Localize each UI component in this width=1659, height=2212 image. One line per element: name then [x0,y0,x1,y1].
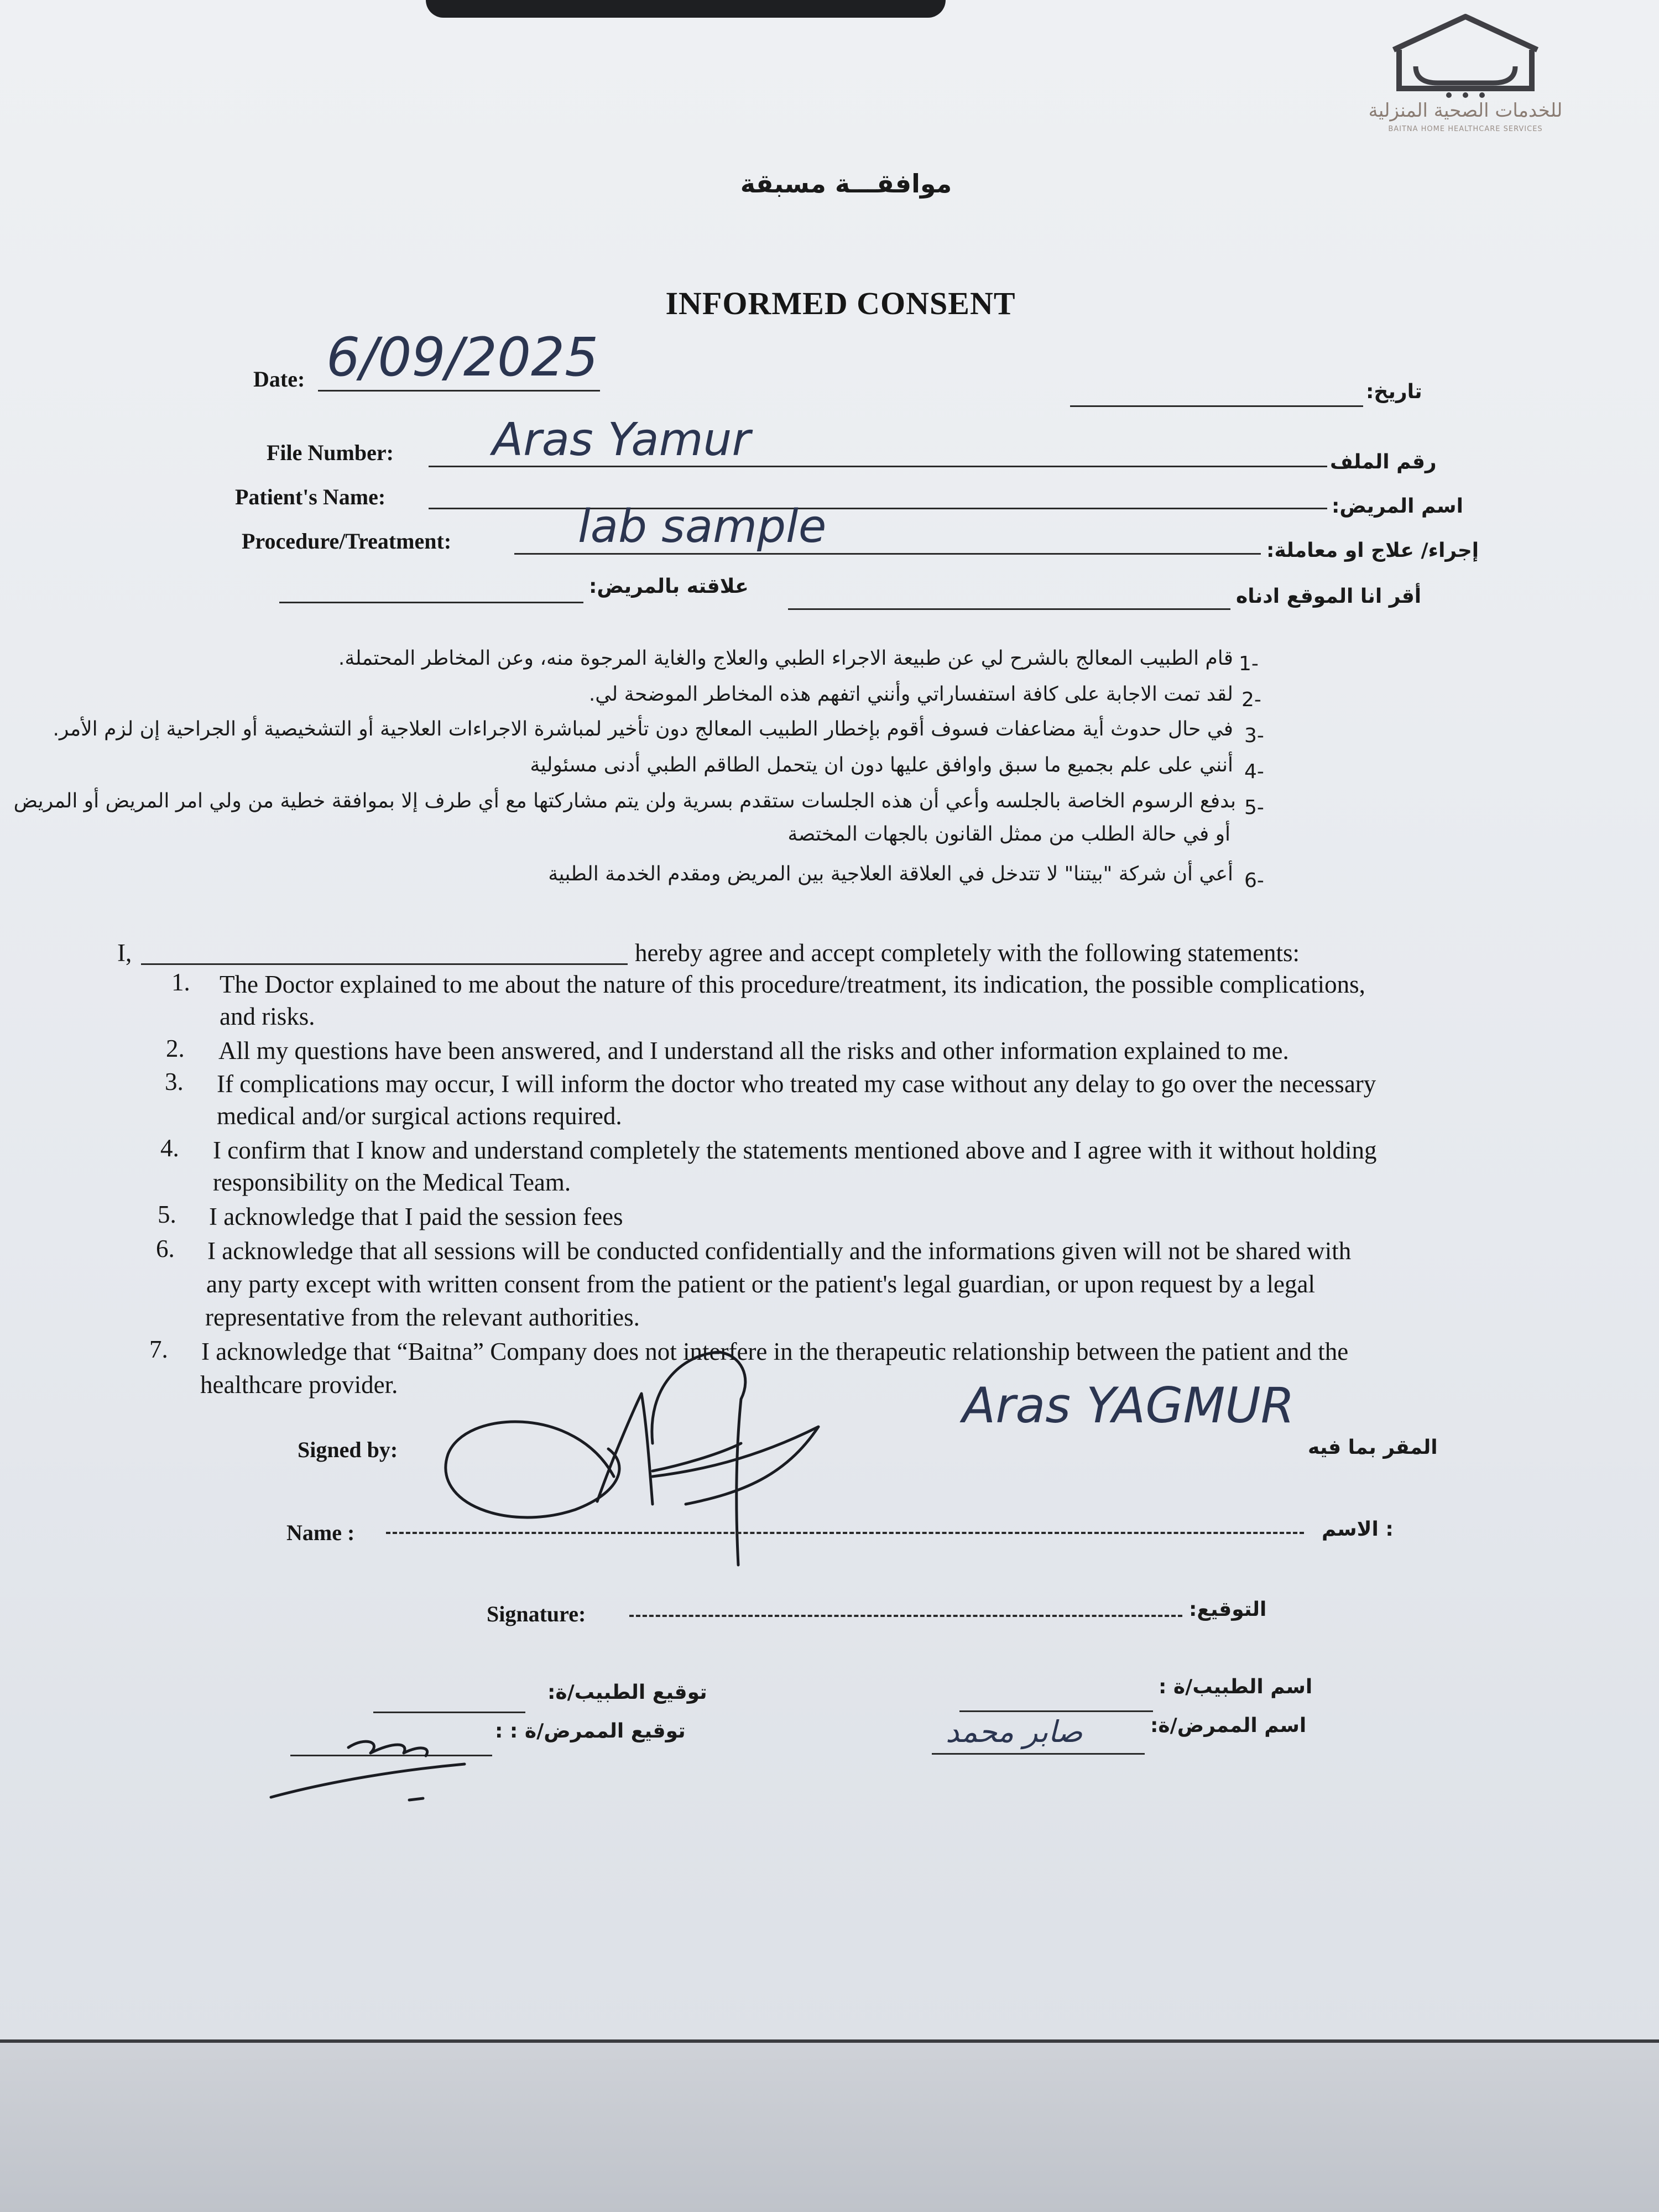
ar-item-text: أنني على علم بجميع ما سبق واوافق عليها دون ان يتحمل الطاقم الطبي أدنى مسئولية [530,754,1233,776]
ar-item-num: -5 [1244,796,1264,819]
en-item-text: If complications may occur, I will inform the doctor who treated my case without any delay to go over the necessary [217,1070,1376,1098]
patient-signature[interactable] [431,1344,852,1576]
signed-by-label-ar: المقر بما فيه [1308,1436,1438,1459]
patient-name-line [429,508,1327,509]
ar-item-num: -6 [1244,869,1264,892]
relation-line [279,602,583,603]
date-label: Date: [253,367,305,392]
ar-item-text: في حال حدوث أية مضاعفات فسوف أقوم بإخطار الطبيب المعالج دون تأخير لمباشرة الاجراءات العلاجية أو التشخيصية أو الجراحية إن لزم الأمر. [53,718,1233,740]
nurse-signature[interactable] [265,1720,487,1808]
en-item-num: 4. [160,1134,179,1162]
date-value[interactable]: 6/09/2025 [326,326,599,388]
en-item-text: medical and/or surgical actions required. [217,1102,622,1130]
logo-tagline-ar: للخدمات الصحية المنزلية [1368,100,1563,122]
en-item-text: I confirm that I know and understand completely the statements mentioned above and I agree with it without holding [213,1136,1377,1164]
doctor-signature-label-ar: توقيع الطبيب/ة: [547,1681,707,1704]
nurse-name-line [932,1753,1145,1755]
en-item-text: responsibility on the Medical Team. [213,1168,571,1196]
en-item-num: 5. [158,1201,176,1228]
doctor-signature-line [373,1712,525,1713]
title-arabic: موافقـــة مسبقة [740,169,952,199]
procedure-value[interactable]: lab sample [578,500,827,553]
en-item-text: All my questions have been answered, and I understand all the risks and other information explained to me. [218,1037,1289,1065]
date-label-ar: تاريخ: [1366,380,1422,403]
doctor-name-label-ar: اسم الطبيب/ة : [1159,1676,1313,1698]
en-item-num: 3. [165,1068,184,1095]
house-logo-icon [1355,11,1576,100]
date-ar-line [1070,405,1363,407]
en-item-text: healthcare provider. [200,1371,398,1399]
name-label: Name : [286,1520,355,1545]
name-dashed-line [386,1521,1304,1534]
nurse-name-label-ar: اسم الممرض/ة: [1150,1714,1307,1737]
doctor-name-line [959,1710,1153,1712]
undersigned-label-ar: أقر انا الموقع ادناه [1236,585,1422,608]
intro-suffix: hereby agree and accept completely with the following statements: [635,939,1300,967]
file-number-label-ar: رقم الملف [1330,451,1437,473]
signature-label-ar: التوقيع: [1189,1598,1267,1621]
ar-item-num: -2 [1241,688,1261,711]
patient-name-label: Patient's Name: [235,484,386,509]
en-item-num: 6. [156,1235,175,1262]
ar-item-text: لقد تمت الاجابة على كافة استفساراتي وأنني اتفهم هذه المخاطر الموضحة لي. [588,683,1233,706]
en-item-num: 7. [149,1335,168,1363]
nurse-name-handwritten[interactable]: صابر محمد [946,1714,1083,1749]
signature-dashed-line [629,1604,1182,1617]
procedure-label: Procedure/Treatment: [242,529,452,554]
signed-name-handwritten[interactable]: Aras YAGMUR [962,1377,1295,1434]
en-item-text: I acknowledge that all sessions will be conducted confidentially and the informations given will not be shared with [207,1237,1352,1265]
en-item-text: The Doctor explained to me about the nature of this procedure/treatment, its indication, the possible complications, [220,971,1365,998]
ar-item-text-continued: أو في حالة الطلب من ممثل القانون بالجهات المختصة [787,823,1230,846]
procedure-label-ar: إجراء/ علاج او معاملة: [1266,539,1479,562]
en-item-text: and risks. [220,1003,315,1030]
ar-item-text: قام الطبيب المعالج بالشرح لي عن طبيعة الاجراء الطبي والعلاج والغاية المرجوة منه، وعن المخاطر المحتملة. [338,647,1233,670]
en-item-text: any party except with written consent from the patient or the patient's legal guardian, or upon request by a legal [206,1270,1315,1298]
patient-name-label-ar: اسم المريض: [1332,495,1463,518]
ar-item-num: -4 [1244,760,1264,783]
file-number-label: File Number: [267,440,394,465]
en-item-num: 1. [171,968,190,996]
name-label-ar: : الاسم [1322,1518,1394,1541]
baitna-logo [1355,11,1576,144]
clipboard-clip [426,0,946,18]
en-item-text: I acknowledge that I paid the session fees [209,1203,623,1230]
intro-name-line [141,963,628,965]
ar-item-text: أعي أن شركة "بيتنا" لا تتدخل في العلاقة العلاجية بين المريض ومقدم الخدمة الطبية [548,863,1233,885]
date-line [318,390,600,392]
background-surface [0,2043,1659,2212]
ar-item-text: بدفع الرسوم الخاصة بالجلسه وأعي أن هذه الجلسات ستقدم بسرية ولن يتم مشاركتها مع أي طرف إلا بموافقة خطية من ولي امر المريض أو المريض [13,790,1236,812]
en-item-text: I acknowledge that “Baitna” Company does not interfere in the therapeutic relationship between the patient and the [201,1338,1349,1365]
undersigned-line [788,608,1230,610]
logo-tagline-en: BAITNA HOME HEALTHCARE SERVICES [1388,125,1543,133]
nurse-signature-label-ar: توقيع الممرض/ة : : [495,1720,686,1743]
intro-prefix: I, [117,939,132,967]
en-item-text: representative from the relevant authorities. [205,1303,640,1331]
arabic-statements [13,636,1438,901]
procedure-line [514,553,1261,555]
title-english: INFORMED CONSENT [665,285,1016,321]
ar-item-num: -1 [1239,653,1259,675]
file-number-value[interactable]: Aras Yamur [492,414,751,466]
signature-label: Signature: [487,1601,586,1626]
signed-by-label: Signed by: [298,1437,398,1462]
relation-label-ar: علاقته بالمريض: [589,575,749,598]
en-item-num: 2. [166,1035,185,1062]
ar-item-num: -3 [1244,724,1264,747]
